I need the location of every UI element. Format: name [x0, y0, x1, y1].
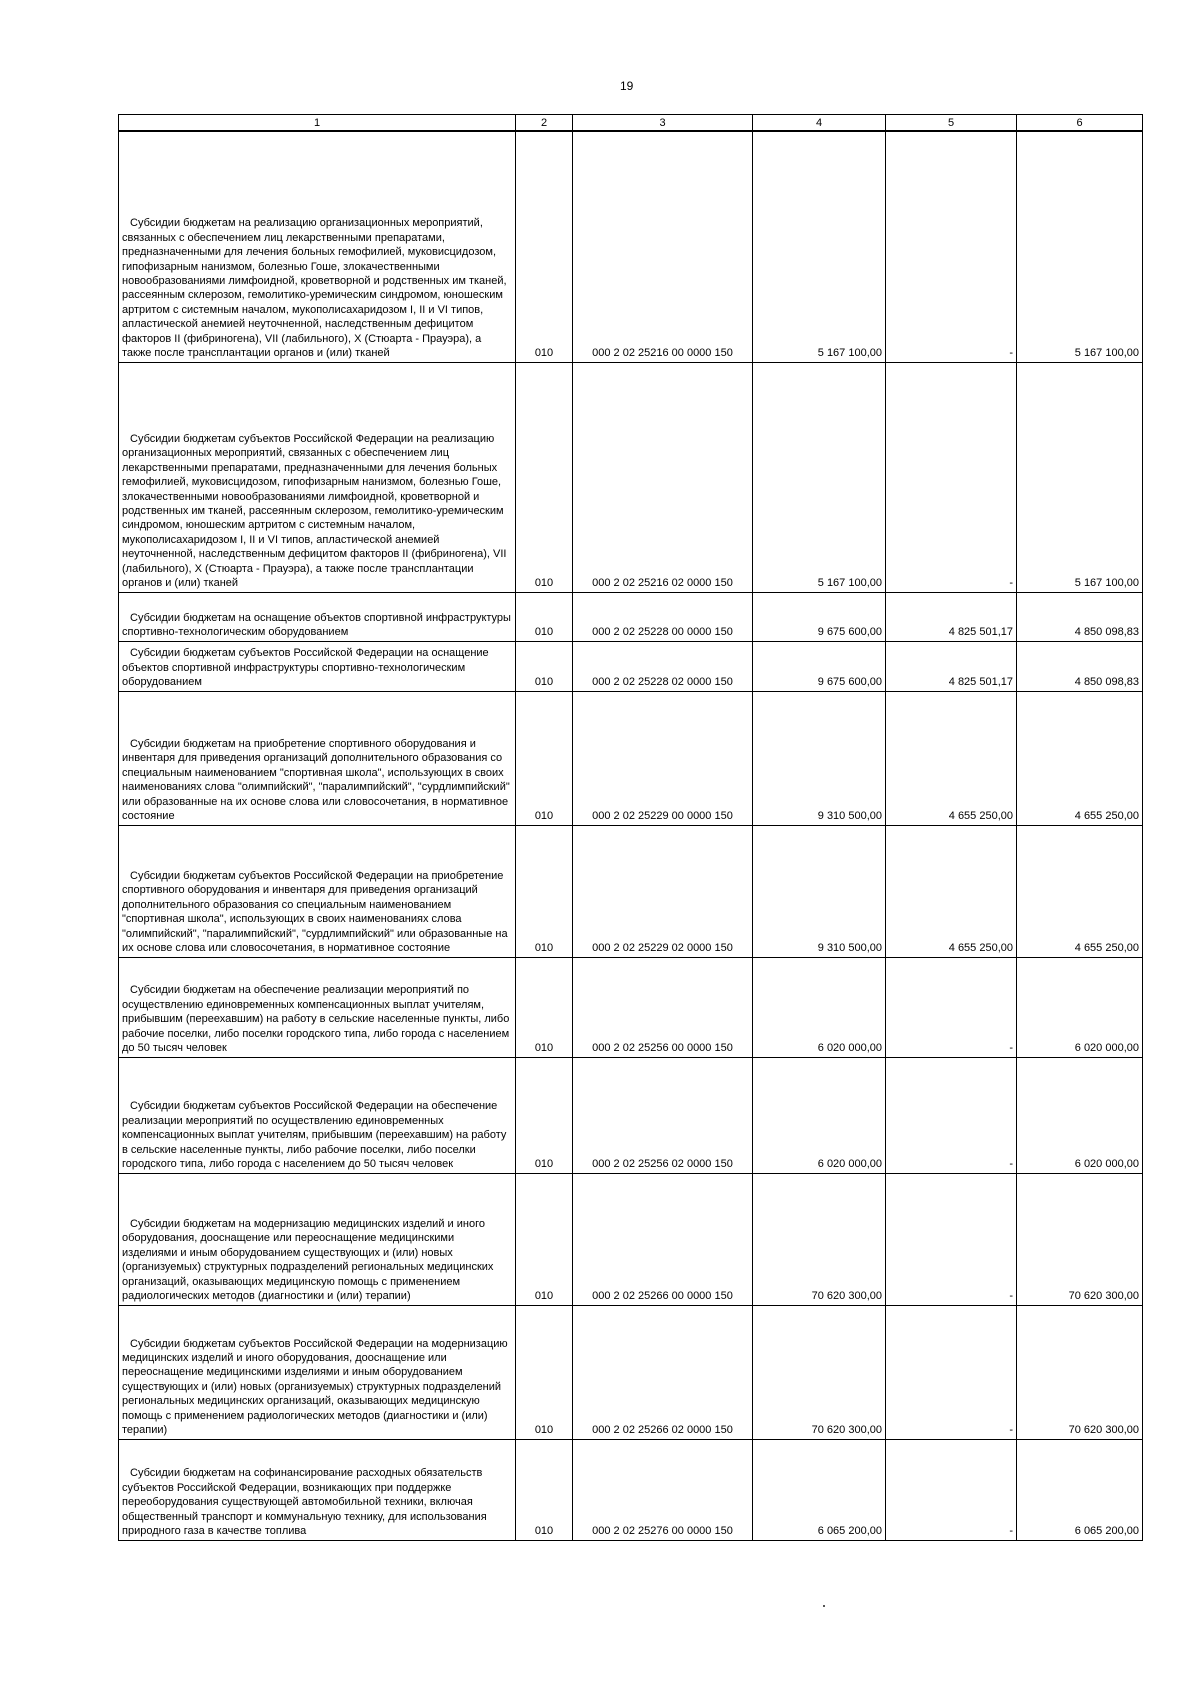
row-name — [119, 641, 516, 691]
row-remaining: 4 655 250,00 — [1017, 691, 1143, 825]
table-row — [119, 641, 1143, 691]
row-executed: 4 655 250,00 — [886, 691, 1017, 825]
row-name — [119, 1057, 516, 1173]
row-name — [119, 1173, 516, 1305]
row-name-text: Субсидии бюджетам на модернизацию медицинских изделий и иного оборудования, дооснащение или переоснащение медицинскими изделиями и иным оборудованием существующих и (или) новых (организуемых) структурных подразделений региональных медицинских организаций, оказывающих медицинскую помощь с применением радиологических методов (диагностики и (или) терапии) — [122, 1218, 494, 1303]
row-remaining: 4 655 250,00 — [1017, 825, 1143, 957]
row-budget-code: 000 2 02 25228 00 0000 150 — [573, 592, 753, 641]
row-plan: 6 020 000,00 — [753, 957, 886, 1057]
row-executed: - — [886, 131, 1017, 362]
row-name — [119, 1439, 516, 1540]
column-header-6: 6 — [1017, 115, 1143, 132]
column-header-4: 4 — [753, 115, 886, 132]
scan-speck — [823, 1605, 825, 1607]
row-remaining: 5 167 100,00 — [1017, 131, 1143, 362]
row-budget-code: 000 2 02 25216 00 0000 150 — [573, 131, 753, 362]
row-name-text: Субсидии бюджетам субъектов Российской Федерации на обеспечение реализации мероприятий по осуществлению единовременных компенсационных выплат учителям, прибывшим (переехавшим) на работу в сельские населенные пункты, либо рабочие поселки, либо поселки городского типа, либо города с населением до 50 тысяч человек — [122, 1100, 507, 1171]
row-plan: 70 620 300,00 — [753, 1305, 886, 1439]
row-name-text: Субсидии бюджетам субъектов Российской Федерации на модернизацию медицинских изделий и иного оборудования, дооснащение или переоснащение медицинскими изделиями и иным оборудованием существующих и (или) новых (организуемых) структурных подразделений региональных медицинских организаций, оказывающих медицинскую помощь с применением радиологических методов (диагностики и (или) терапии) — [122, 1337, 508, 1437]
row-executed: - — [886, 957, 1017, 1057]
row-name — [119, 825, 516, 957]
row-code: 010 — [516, 1057, 573, 1173]
column-header-3: 3 — [573, 115, 753, 132]
table-row — [119, 592, 1143, 641]
table-row — [119, 1439, 1143, 1540]
row-name-text: Субсидии бюджетам на оснащение объектов спортивной инфраструктуры спортивно-технологическим оборудованием — [122, 611, 511, 639]
row-name — [119, 1305, 516, 1439]
column-header-1: 1 — [119, 115, 516, 132]
row-name-text: Субсидии бюджетам на приобретение спортивного оборудования и инвентаря для приведения организаций дополнительного образования со специальным наименованием "спортивная школа", использующих в своих наименованиях слова "олимпийский", "паралимпийский", "сурдлимпийский" или образованные на их основе слова или словосочетания, в нормативное состояние — [122, 738, 510, 823]
row-remaining: 6 065 200,00 — [1017, 1439, 1143, 1540]
row-remaining: 6 020 000,00 — [1017, 1057, 1143, 1173]
row-executed: 4 825 501,17 — [886, 592, 1017, 641]
row-executed: - — [886, 1439, 1017, 1540]
row-remaining: 4 850 098,83 — [1017, 641, 1143, 691]
table-header-row — [119, 115, 1143, 132]
row-budget-code: 000 2 02 25229 00 0000 150 — [573, 691, 753, 825]
row-remaining: 70 620 300,00 — [1017, 1305, 1143, 1439]
row-budget-code: 000 2 02 25216 02 0000 150 — [573, 362, 753, 592]
row-code: 010 — [516, 1305, 573, 1439]
row-plan: 5 167 100,00 — [753, 362, 886, 592]
row-code: 010 — [516, 1173, 573, 1305]
row-name — [119, 592, 516, 641]
row-name — [119, 957, 516, 1057]
table-row — [119, 691, 1143, 825]
row-code: 010 — [516, 1439, 573, 1540]
row-code: 010 — [516, 362, 573, 592]
row-budget-code: 000 2 02 25229 02 0000 150 — [573, 825, 753, 957]
row-plan: 5 167 100,00 — [753, 131, 886, 362]
row-executed: 4 655 250,00 — [886, 825, 1017, 957]
row-code: 010 — [516, 641, 573, 691]
table-row — [119, 957, 1143, 1057]
row-executed: - — [886, 1057, 1017, 1173]
table-row — [119, 131, 1143, 362]
row-plan: 6 065 200,00 — [753, 1439, 886, 1540]
table-row — [119, 362, 1143, 592]
row-code: 010 — [516, 825, 573, 957]
row-name-text: Субсидии бюджетам на реализацию организационных мероприятий, связанных с обеспечением лиц лекарственными препаратами, предназначенными для лечения больных гемофилией, муковисцидозом, гипофизарным нанизмом, болезнью Гоше, злокачественными новообразованиями лимфоидной, кроветворной и родственных им тканей, рассеянным склерозом, гемолитико-уремическим синдромом, юношеским артритом с системным началом, мукополисахаридозом I, II и VI типов, апластической анемией неуточненной, наследственным дефицитом факторов II (фибриногена), VII (лабильного), X (Стюарта - Прауэра), а также после трансплантации органов и (или) тканей — [122, 217, 507, 360]
row-plan: 9 675 600,00 — [753, 592, 886, 641]
row-budget-code: 000 2 02 25256 02 0000 150 — [573, 1057, 753, 1173]
table-row — [119, 1057, 1143, 1173]
row-budget-code: 000 2 02 25276 00 0000 150 — [573, 1439, 753, 1540]
table-row — [119, 1173, 1143, 1305]
row-remaining: 70 620 300,00 — [1017, 1173, 1143, 1305]
row-executed: 4 825 501,17 — [886, 641, 1017, 691]
row-name — [119, 131, 516, 362]
row-code: 010 — [516, 592, 573, 641]
row-plan: 9 675 600,00 — [753, 641, 886, 691]
row-budget-code: 000 2 02 25266 00 0000 150 — [573, 1173, 753, 1305]
row-plan: 6 020 000,00 — [753, 1057, 886, 1173]
table-row — [119, 825, 1143, 957]
table-row — [119, 1305, 1143, 1439]
row-plan: 70 620 300,00 — [753, 1173, 886, 1305]
row-executed: - — [886, 1305, 1017, 1439]
row-plan: 9 310 500,00 — [753, 691, 886, 825]
row-name-text: Субсидии бюджетам на обеспечение реализации мероприятий по осуществлению единовременных компенсационных выплат учителям, прибывшим (переехавшим) на работу в сельские населенные пункты, либо рабочие поселки, либо поселки городского типа, либо города с населением до 50 тысяч человек — [122, 984, 510, 1055]
row-name-text: Субсидии бюджетам субъектов Российской Федерации на приобретение спортивного оборудования и инвентаря для приведения организаций дополнительного образования со специальным наименованием "спортивная школа", использующих в своих наименованиях слова "олимпийский", "паралимпийский", "сурдлимпийский" или образованные на их основе слова или словосочетания, в нормативное состояние — [122, 870, 508, 955]
column-header-2: 2 — [516, 115, 573, 132]
row-name — [119, 691, 516, 825]
row-name-text: Субсидии бюджетам на софинансирование расходных обязательств субъектов Российской Федерации, возникающих при поддержке переоборудования существующей автомобильной техники, включая общественный транспорт и коммунальную технику, для использования природного газа в качестве топлива — [122, 1467, 487, 1538]
row-remaining: 5 167 100,00 — [1017, 362, 1143, 592]
row-code: 010 — [516, 957, 573, 1057]
page-number: 19 — [620, 79, 634, 93]
row-budget-code: 000 2 02 25256 00 0000 150 — [573, 957, 753, 1057]
row-name-text: Субсидии бюджетам субъектов Российской Федерации на оснащение объектов спортивной инфраструктуры спортивно-технологическим оборудованием — [122, 647, 489, 689]
row-remaining: 6 020 000,00 — [1017, 957, 1143, 1057]
row-name — [119, 362, 516, 592]
budget-table — [118, 114, 1143, 1541]
row-executed: - — [886, 1173, 1017, 1305]
row-remaining: 4 850 098,83 — [1017, 592, 1143, 641]
row-executed: - — [886, 362, 1017, 592]
row-budget-code: 000 2 02 25266 02 0000 150 — [573, 1305, 753, 1439]
row-code: 010 — [516, 691, 573, 825]
row-plan: 9 310 500,00 — [753, 825, 886, 957]
row-code: 010 — [516, 131, 573, 362]
row-name-text: Субсидии бюджетам субъектов Российской Федерации на реализацию организационных мероприятий, связанных с обеспечением лиц лекарственными препаратами, предназначенными для лечения больных гемофилией, муковисцидозом, гипофизарным нанизмом, болезнью Гоше, злокачественными новообразованиями лимфоидной, кроветворной и родственных им тканей, рассеянным склерозом, гемолитико-уремическим синдромом, юношеским артритом с системным началом, мукополисахаридозом I, II и VI типов, апластической анемией неуточненной, наследственным дефицитом факторов II (фибриногена), VII (лабильного), X (Стюарта - Прауэра), а также после трансплантации органов и (или) тканей — [122, 433, 507, 590]
row-budget-code: 000 2 02 25228 02 0000 150 — [573, 641, 753, 691]
column-header-5: 5 — [886, 115, 1017, 132]
